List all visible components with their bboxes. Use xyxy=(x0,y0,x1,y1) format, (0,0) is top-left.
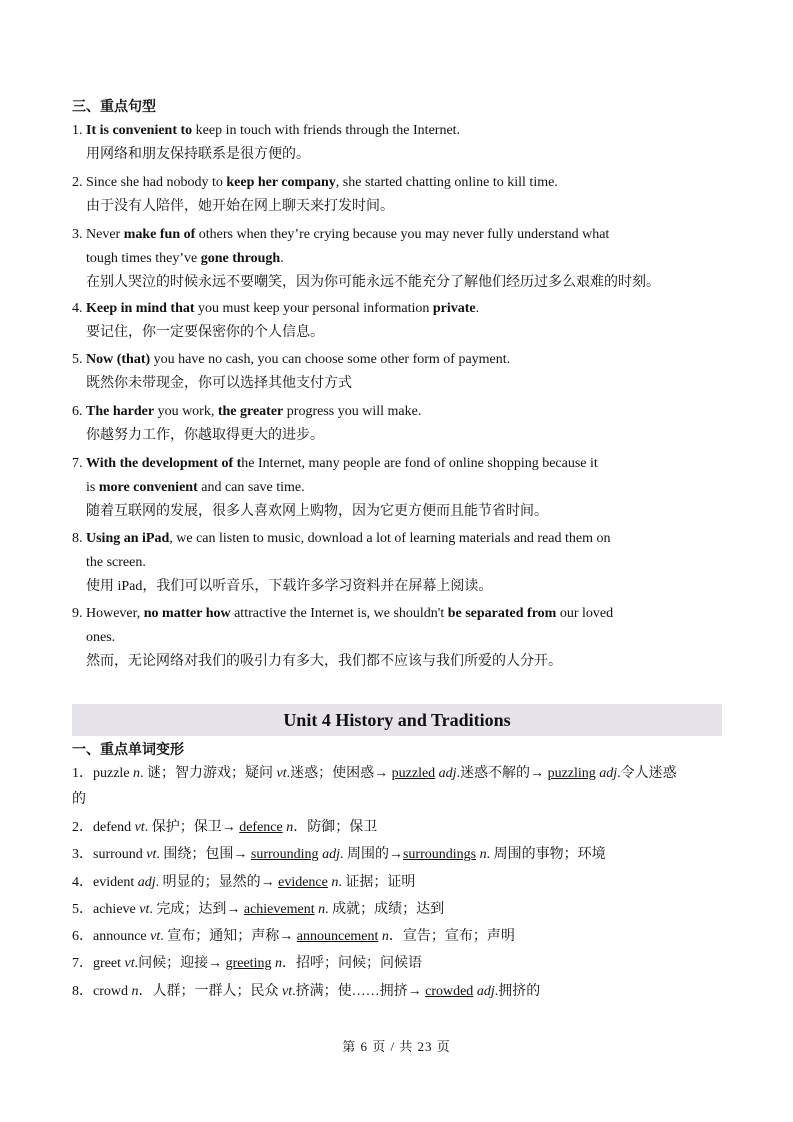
sentence-6-translation: 你越努力工作，你越取得更大的进步。 xyxy=(86,428,324,443)
section-heading-key-words: 一、重点单词变形 xyxy=(72,743,184,758)
sentence-5-translation: 既然你未带现金，你可以选择其他支付方式 xyxy=(86,376,352,391)
sentence-3-translation: 在别人哭泣的时候永远不要嘲笑，因为你可能永远不能充分了解他们经历过多么艰难的时刻。 xyxy=(86,275,660,290)
section-heading-key-sentences: 三、重点句型 xyxy=(72,100,156,115)
sentence-8-translation: 使用 iPad，我们可以听音乐，下载许多学习资料并在屏幕上阅读。 xyxy=(86,579,493,594)
sentence-4-translation: 要记住，你一定要保密你的个人信息。 xyxy=(86,325,324,340)
unit-title-banner: Unit 4 History and Traditions xyxy=(72,704,722,736)
document-page: 三、重点句型 1. It is convenient to keep in touch with friends through the Internet. 用网络和朋友保持联系是很方便的。 2. Since she had nobody to keep her company, she started chatting online to kill time. 由于没有人陪伴，她开始在网上聊天来打发时间。 3. Never make fun of others when they’re crying because you may never fully understand what tough times they’ve gone through. 在别人哭泣的时候永远不要嘲笑，因为你可能永远不能充分了解他们经历过多么艰难的时刻。 4. Keep in mind that you must keep your personal information private. 要记住，你一定要保密你的个人信息。 5. Now (that) you have no cash, you can choose some other form of payment. 既然你未带现金，你可以选择其他支付方式 6. The harder you work, the greater progress you will make. 你越努力工作，你越取得更大的进步。 7. With the development of the Internet, many people are fond of online shopping because it is more convenient and can save time. 随着互联网的发展，很多人喜欢网上购物，因为它更方便而且能节省时间。 8. Using an iPad, we can listen to music, download a lot of learning materials and read them on the screen. 使用 iPad，我们可以听音乐，下载许多学习资料并在屏幕上阅读。 9. However, no matter how attractive the Internet is, we shouldn't be separated from our loved ones. 然而，无论网络对我们的吸引力有多大，我们都不应该与我们所爱的人分开。 Unit 4 History and Traditions 一、重点单词变形 1．puzzle n. 谜；智力游戏；疑问 vt.迷惑；使困惑→ puzzled adj.迷惑不解的→ puzzling adj.令人迷惑 的 2．defend vt. 保护；保卫→ defence n．防御；保卫 3．surround vt. 围绕；包围→ surrounding adj. 周围的→surroundings n. 周围的事物；环境 4．evident adj. 明显的；显然的→ evidence n. 证据；证明 5．achieve vt. 完成；达到→ achievement n. 成就；成绩；达到 6．announce vt. 宣布；通知；声称→ announcement n．宣告；宣布；声明 7．greet vt.问候；迎接→ greeting n．招呼；问候；问候语 8．crowd n．人群；一群人；民众 vt.挤满；使……拥挤→ crowded adj.拥挤的 第 6 页 / 共 23 页 xyxy=(0,0,793,1122)
page-number-footer: 第 6 页 / 共 23 页 xyxy=(342,1039,451,1054)
sentence-1-translation: 用网络和朋友保持联系是很方便的。 xyxy=(86,147,310,162)
sentence-7-translation: 随着互联网的发展，很多人喜欢网上购物，因为它更方便而且能节省时间。 xyxy=(86,504,548,519)
sentence-2-translation: 由于没有人陪伴，她开始在网上聊天来打发时间。 xyxy=(86,199,394,214)
sentence-9-translation: 然而，无论网络对我们的吸引力有多大，我们都不应该与我们所爱的人分开。 xyxy=(86,654,562,669)
